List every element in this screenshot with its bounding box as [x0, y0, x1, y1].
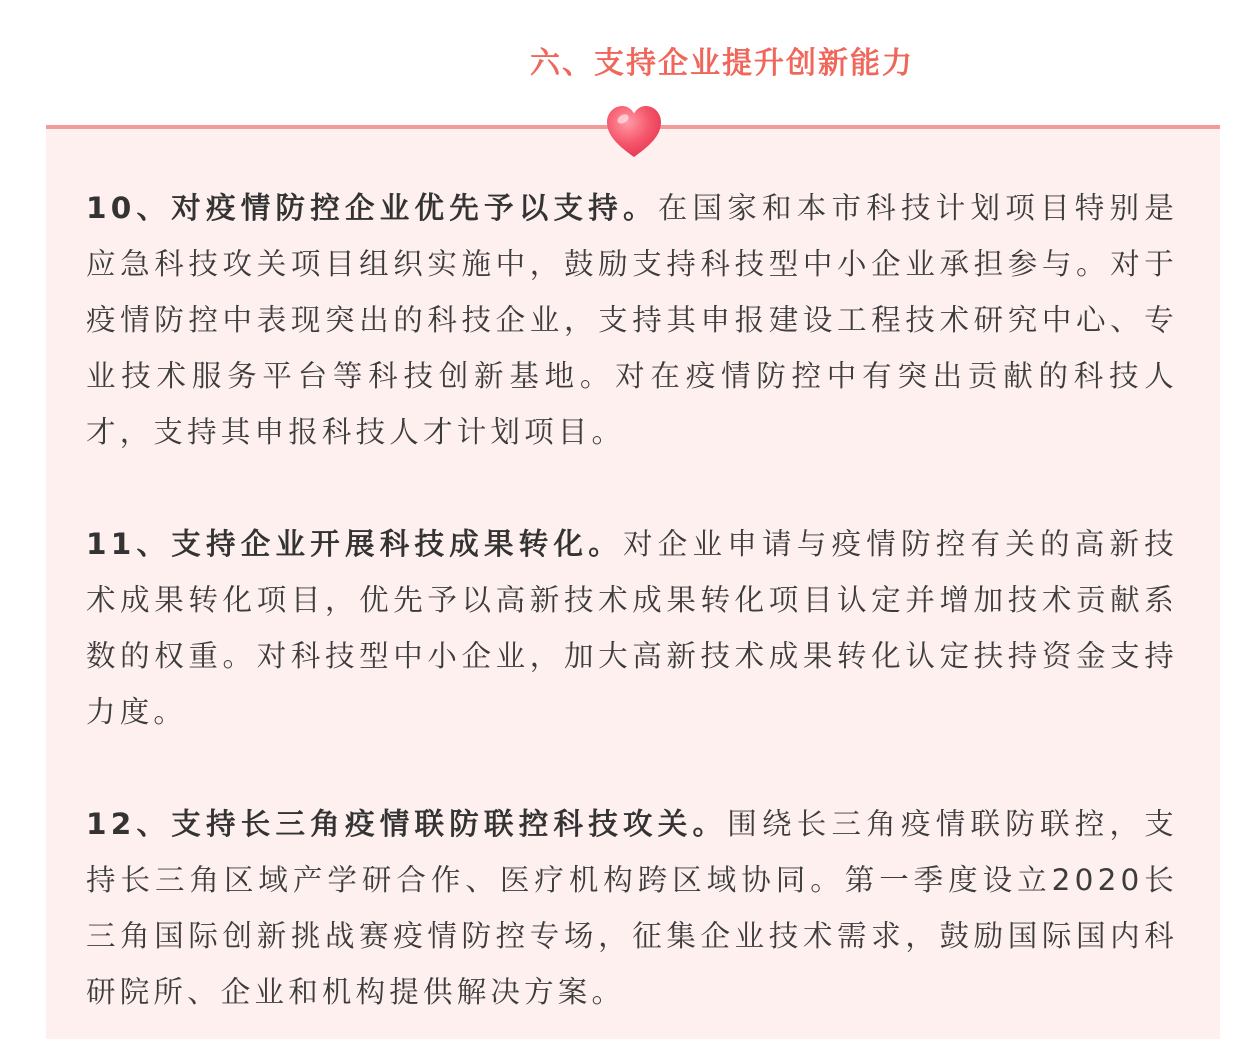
policy-item-12-body: 围绕长三角疫情联防联控，支持长三角区域产学研合作、医疗机构跨区域协同。第一季度设立2020长三角国际创新挑战赛疫情防控专场，征集企业技术需求，鼓励国际国内科研院所、企业和机构提供解决方案。 [86, 807, 1178, 1009]
policy-item-12-heading: 12、支持长三角疫情联防联控科技攻关。 [86, 807, 728, 841]
policy-item-10-heading: 10、对疫情防控企业优先予以支持。 [86, 191, 658, 225]
section-title: 六、支持企业提升创新能力 [530, 46, 914, 81]
policy-item-11-body: 对企业申请与疫情防控有关的高新技术成果转化项目，优先予以高新技术成果转化项目认定并增加技术贡献系数的权重。对科技型中小企业，加大高新技术成果转化认定扶持资金支持力度。 [86, 527, 1178, 729]
heart-icon [605, 104, 663, 160]
policy-item-10-body: 在国家和本市科技计划项目特别是应急科技攻关项目组织实施中，鼓励支持科技型中小企业承担参与。对于疫情防控中表现突出的科技企业，支持其申报建设工程技术研究中心、专业技术服务平台等科技创新基地。对在疫情防控中有突出贡献的科技人才，支持其申报科技人才计划项目。 [86, 191, 1178, 449]
policy-item-11-heading: 11、支持企业开展科技成果转化。 [86, 527, 624, 561]
policy-item-10 [86, 180, 1178, 460]
policy-item-11 [86, 516, 1178, 740]
policy-item-12 [86, 796, 1178, 1020]
